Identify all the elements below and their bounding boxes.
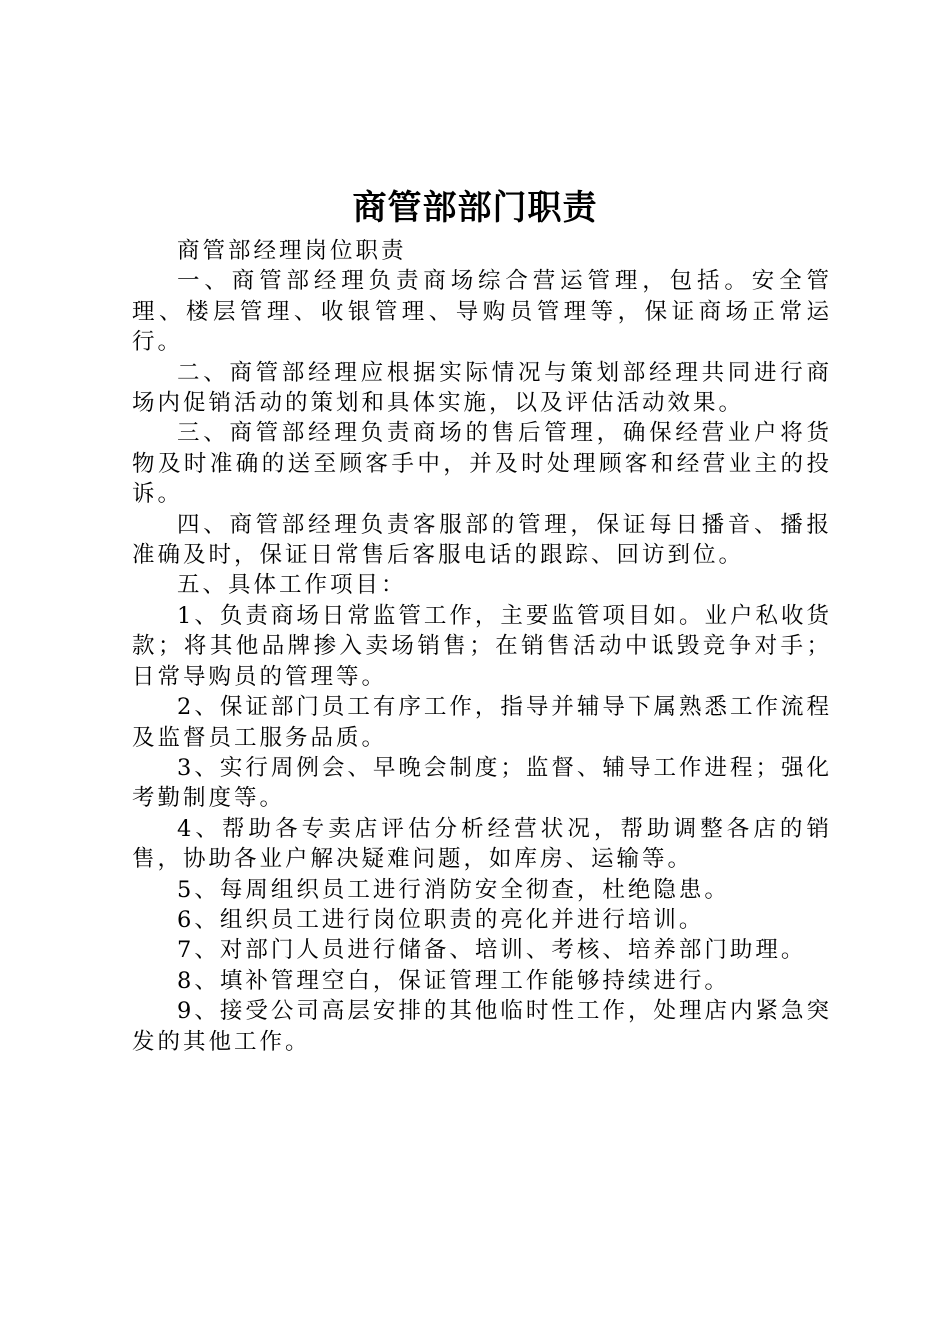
paragraph-duty-4: 四、商管部经理负责客服部的管理，保证每日播音、播报准确及时，保证日常售后客服电话的跟踪、回访到位。 xyxy=(132,511,832,569)
paragraph-item-8: 8、填补管理空白，保证管理工作能够持续进行。 xyxy=(177,967,730,994)
paragraph-item-4: 4、帮助各专卖店评估分析经营状况，帮助调整各店的销售，协助各业户解决疑难问题，如库房、运输等。 xyxy=(132,815,832,873)
paragraph-item-1: 1、负责商场日常监管工作，主要监管项目如。业户私收货款；将其他品牌掺入卖场销售；在销售活动中诋毁竞争对手；日常导购员的管理等。 xyxy=(132,602,832,690)
paragraph-item-3: 3、实行周例会、早晚会制度；监督、辅导工作进程；强化考勤制度等。 xyxy=(132,754,832,812)
paragraph-item-5: 5、每周组织员工进行消防安全彻查，杜绝隐患。 xyxy=(177,876,730,903)
document-title: 商管部部门职责 xyxy=(352,188,598,228)
paragraph-item-6: 6、组织员工进行岗位职责的亮化并进行培训。 xyxy=(177,906,705,933)
paragraph-duty-1: 一、商管部经理负责商场综合营运管理，包括。安全管理、楼层管理、收银管理、导购员管理等，保证商场正常运行。 xyxy=(132,268,832,356)
paragraph-duty-2: 二、商管部经理应根据实际情况与策划部经理共同进行商场内促销活动的策划和具体实施，以及评估活动效果。 xyxy=(132,359,832,417)
paragraph-duty-3: 三、商管部经理负责商场的售后管理，确保经营业户将货物及时准确的送至顾客手中，并及时处理顾客和经营业主的投诉。 xyxy=(132,420,832,508)
paragraph-item-9: 9、接受公司高层安排的其他临时性工作，处理店内紧急突发的其他工作。 xyxy=(132,998,832,1055)
paragraph-item-2: 2、保证部门员工有序工作，指导并辅导下属熟悉工作流程及监督员工服务品质。 xyxy=(132,694,832,751)
paragraph-heading: 商管部经理岗位职责 xyxy=(177,238,407,264)
paragraph-duty-5: 五、具体工作项目： xyxy=(177,572,407,599)
document-body xyxy=(132,236,832,1057)
paragraph-item-7: 7、对部门人员进行储备、培训、考核、培养部门助理。 xyxy=(177,937,807,964)
